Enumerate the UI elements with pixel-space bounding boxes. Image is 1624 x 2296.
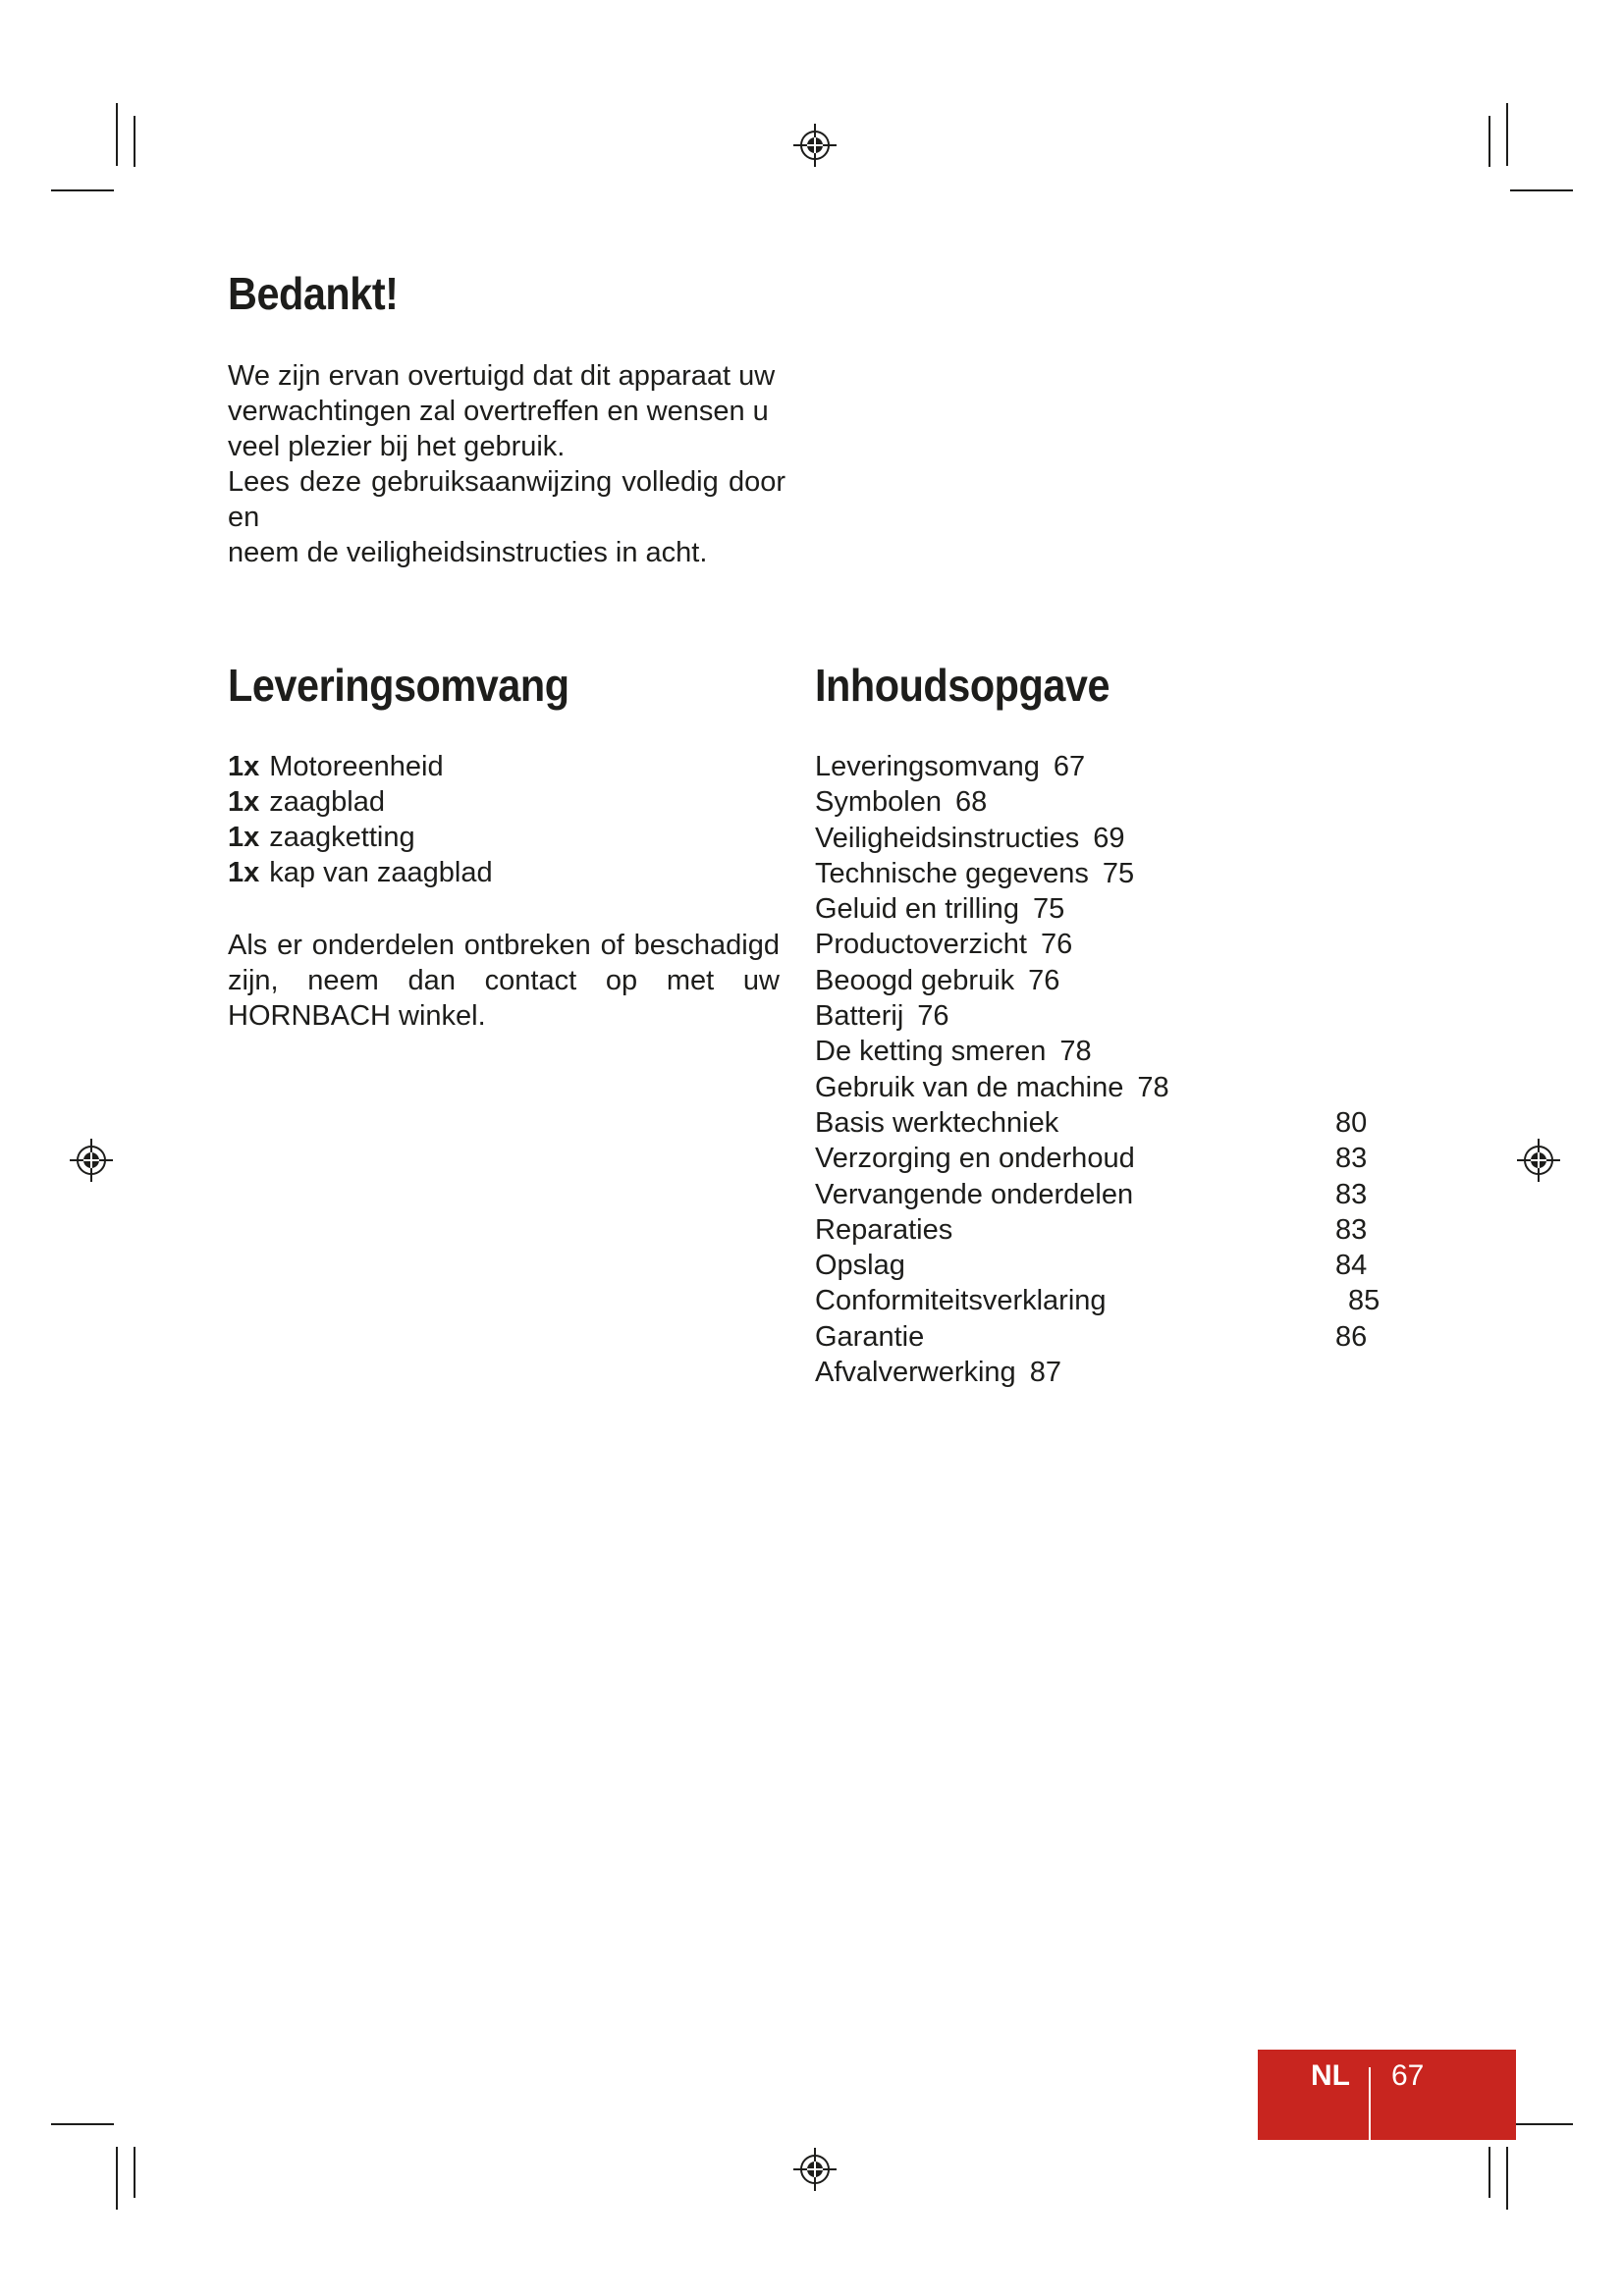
crop-mark xyxy=(116,103,118,166)
page-number: 67 xyxy=(1391,2059,1425,2092)
supply-heading: Leveringsomvang xyxy=(228,660,569,711)
toc-entry[interactable]: Reparaties 83 xyxy=(815,1213,1368,1246)
toc-entry[interactable]: Opslag 84 xyxy=(815,1250,1368,1282)
toc-entry[interactable]: Leveringsomvang 67 xyxy=(815,751,1086,782)
thanks-line: Lees deze gebruiksaanwijzing volledig door en xyxy=(228,466,785,533)
toc-entry[interactable]: Afvalverwerking 87 xyxy=(815,1357,1061,1389)
thanks-line: We zijn ervan overtuigd dat dit apparaat uw xyxy=(228,360,776,392)
toc-entry[interactable]: Conformiteitsverklaring 85 xyxy=(815,1285,1380,1317)
thanks-line: verwachtingen zal overtreffen en wensen u xyxy=(228,396,769,427)
toc-entry[interactable]: Symbolen 68 xyxy=(815,786,988,819)
toc-entry[interactable]: Technische gegevens 75 xyxy=(815,857,1135,889)
toc-entry[interactable]: Garantie 86 xyxy=(815,1320,1368,1353)
thanks-text xyxy=(228,358,785,570)
table-of-contents xyxy=(815,749,1384,1390)
toc-entry[interactable]: De ketting smeren 78 xyxy=(815,1036,1092,1068)
registration-mark-icon xyxy=(793,2148,837,2191)
crop-mark xyxy=(1489,116,1490,167)
toc-entry[interactable]: Geluid en trilling 75 xyxy=(815,893,1065,926)
page-tab xyxy=(1258,2050,1516,2140)
supply-item: 1x zaagketting xyxy=(228,822,415,853)
supply-item: 1x zaagblad xyxy=(228,786,385,818)
crop-mark xyxy=(1510,189,1573,191)
crop-mark xyxy=(51,189,114,191)
crop-mark xyxy=(1506,103,1508,166)
crop-mark xyxy=(134,116,135,167)
supply-note: Als er onderdelen ontbreken of beschadigd zijn, neem dan contact op met uw HORNBACH winkel. xyxy=(228,930,780,1032)
toc-entry[interactable]: Vervangende onderdelen 83 xyxy=(815,1178,1368,1210)
crop-mark xyxy=(1506,2147,1508,2210)
thanks-line: neem de veiligheidsinstructies in acht. xyxy=(228,537,708,568)
crop-mark xyxy=(1489,2147,1490,2198)
supply-item: 1x kap van zaagblad xyxy=(228,857,493,888)
supply-list xyxy=(228,749,493,890)
toc-entry[interactable]: Batterij 76 xyxy=(815,1000,949,1033)
registration-mark-icon xyxy=(70,1139,113,1182)
toc-entry[interactable]: Verzorging en onderhoud 83 xyxy=(815,1143,1368,1175)
toc-entry[interactable]: Veiligheidsinstructies 69 xyxy=(815,822,1125,854)
registration-mark-icon xyxy=(793,124,837,167)
thanks-line: veel plezier bij het gebruik. xyxy=(228,431,566,462)
crop-mark xyxy=(1510,2123,1573,2125)
toc-heading: Inhoudsopgave xyxy=(815,660,1110,711)
crop-mark xyxy=(116,2147,118,2210)
registration-mark-icon xyxy=(1517,1139,1560,1182)
crop-mark xyxy=(51,2123,114,2125)
tab-divider xyxy=(1369,2067,1371,2140)
toc-entry[interactable]: Basis werktechniek 80 xyxy=(815,1106,1368,1139)
thanks-heading: Bedankt! xyxy=(228,268,399,319)
toc-entry[interactable]: Gebruik van de machine 78 xyxy=(815,1071,1169,1103)
supply-item: 1x Motoreenheid xyxy=(228,751,444,782)
toc-entry[interactable]: Beoogd gebruik 76 xyxy=(815,964,1060,996)
crop-mark xyxy=(134,2147,135,2198)
language-code: NL xyxy=(1311,2059,1350,2092)
toc-entry[interactable]: Productoverzicht 76 xyxy=(815,929,1073,961)
